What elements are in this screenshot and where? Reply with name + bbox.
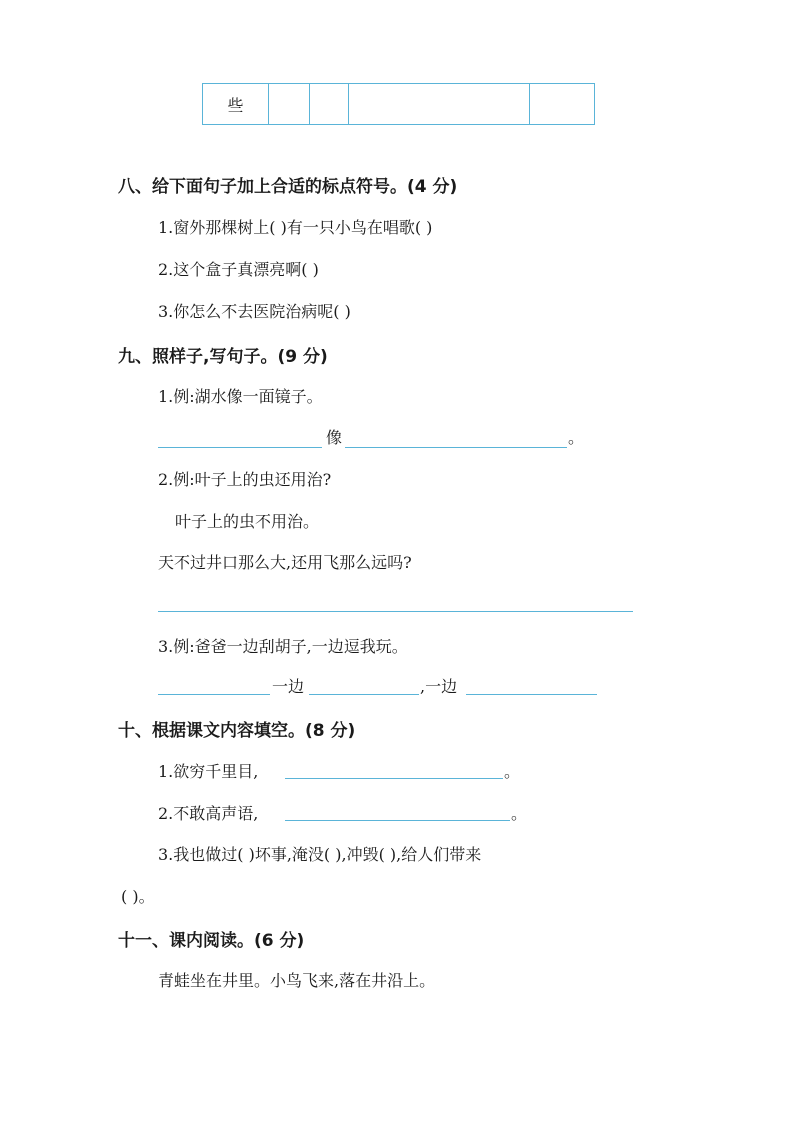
answer-line[interactable] [158,694,270,695]
section-10-item-3-continued: ( )。 [121,887,155,906]
section-10-item-3: 3.我也做过( )坏事,淹没( ),冲毁( ),给人们带来 [158,845,482,864]
section-9-heading: 九、照样子,写句子。(9 分) [118,347,328,367]
section-11-heading: 十一、课内阅读。(6 分) [118,931,305,951]
answer-line[interactable] [285,820,510,821]
answer-line[interactable] [345,447,567,448]
table-cell-blank[interactable] [269,84,310,125]
section-8-item-3: 3.你怎么不去医院治病呢( ) [158,302,351,321]
answer-line[interactable] [285,778,503,779]
table-cell-blank[interactable] [530,84,595,125]
example-1-word: 像 [326,428,343,447]
section-9-example-1: 1.例:湖水像一面镜子。 [158,387,323,406]
section-8-heading: 八、给下面句子加上合适的标点符号。(4 分) [118,177,458,197]
section-10-item-1: 1.欲穷千里目, [158,762,259,781]
section-8-item-2: 2.这个盒子真漂亮啊( ) [158,260,319,279]
table-cell-character: 些 [203,84,269,125]
table-row [203,84,595,125]
answer-line[interactable] [158,447,322,448]
character-table [202,83,595,125]
item-2-end-mark: 。 [511,804,528,823]
table-cell-blank[interactable] [310,84,349,125]
answer-line[interactable] [158,611,633,612]
section-10-item-2: 2.不敢高声语, [158,804,259,823]
example-3-connector-2: ,一边 [420,677,458,696]
reading-passage: 青蛙坐在井里。小鸟飞来,落在井沿上。 [158,971,436,990]
table-cell-blank[interactable] [349,84,530,125]
section-8-item-1: 1.窗外那棵树上( )有一只小鸟在唱歌( ) [158,218,433,237]
answer-line[interactable] [466,694,597,695]
section-9-example-2: 2.例:叶子上的虫还用治? [158,470,332,489]
example-3-connector-1: 一边 [272,677,305,696]
item-1-end-mark: 。 [504,762,521,781]
example-1-end-mark: 。 [568,428,585,447]
example-2-prompt: 天不过井口那么大,还用飞那么远吗? [158,553,412,572]
example-2-answer: 叶子上的虫不用治。 [175,512,320,531]
answer-line[interactable] [309,694,419,695]
section-10-heading: 十、根据课文内容填空。(8 分) [118,721,356,741]
section-9-example-3: 3.例:爸爸一边刮胡子,一边逗我玩。 [158,637,408,656]
